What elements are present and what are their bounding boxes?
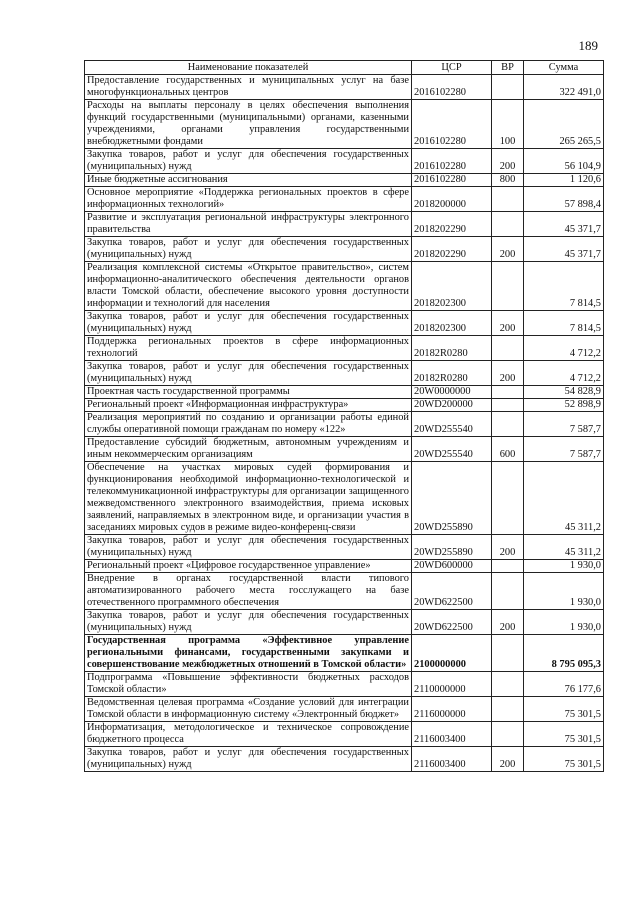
header-name: Наименование показателей <box>85 61 412 75</box>
row-sum: 7 814,5 <box>524 262 604 311</box>
table-row <box>85 75 604 100</box>
page-number: 189 <box>578 38 598 53</box>
row-vr <box>492 722 524 747</box>
table-row <box>85 100 604 149</box>
header-sum: Сумма <box>524 61 604 75</box>
row-name: Региональный проект «Цифровое государственное управление» <box>85 560 412 573</box>
row-vr <box>492 573 524 610</box>
row-sum: 45 311,2 <box>524 535 604 560</box>
row-name: Информатизация, методологическое и техническое сопровождение бюджетного процесса <box>85 722 412 747</box>
row-vr: 100 <box>492 100 524 149</box>
row-vr <box>492 399 524 412</box>
row-csr: 2016102280 <box>412 75 492 100</box>
row-vr: 200 <box>492 237 524 262</box>
row-csr: 2016102280 <box>412 174 492 187</box>
row-vr <box>492 412 524 437</box>
row-name: Закупка товаров, работ и услуг для обеспечения государственных (муниципальных) нужд <box>85 747 412 772</box>
row-name: Государственная программа «Эффективное управление региональными финансами, государственными закупками и совершенствование межбюджетных отношений в Томской области» <box>85 635 412 672</box>
row-sum: 75 301,5 <box>524 697 604 722</box>
row-sum: 45 371,7 <box>524 212 604 237</box>
row-csr: 20WD622500 <box>412 573 492 610</box>
row-sum: 76 177,6 <box>524 672 604 697</box>
row-name: Закупка товаров, работ и услуг для обеспечения государственных (муниципальных) нужд <box>85 610 412 635</box>
row-csr: 20WD622500 <box>412 610 492 635</box>
row-csr: 2110000000 <box>412 672 492 697</box>
row-sum: 56 104,9 <box>524 149 604 174</box>
row-sum: 8 795 095,3 <box>524 635 604 672</box>
row-vr: 200 <box>492 610 524 635</box>
row-vr <box>492 336 524 361</box>
table-row <box>85 610 604 635</box>
row-csr: 2116003400 <box>412 747 492 772</box>
row-csr: 2018200000 <box>412 187 492 212</box>
row-sum: 7 587,7 <box>524 412 604 437</box>
header-csr: ЦСР <box>412 61 492 75</box>
row-name: Обеспечение на участках мировых судей формирования и функционирования необходимой информационно-технологической и телекоммуникационной инфраструктуры для организации защищенного межведомственного электронного взаимодействия, приема исковых заявлений, направляемых в электронном виде, и организации участия в заседаниях мировых судов в режиме видео-конференц-связи <box>85 462 412 535</box>
header-vr: ВР <box>492 61 524 75</box>
row-name: Закупка товаров, работ и услуг для обеспечения государственных (муниципальных) нужд <box>85 361 412 386</box>
row-name: Подпрограмма «Повышение эффективности бюджетных расходов Томской области» <box>85 672 412 697</box>
table-row <box>85 535 604 560</box>
row-sum: 75 301,5 <box>524 747 604 772</box>
table-row <box>85 187 604 212</box>
table-row <box>85 311 604 336</box>
table-row <box>85 722 604 747</box>
row-csr: 20182R0280 <box>412 336 492 361</box>
row-sum: 1 930,0 <box>524 610 604 635</box>
table-row <box>85 149 604 174</box>
row-sum: 7 587,7 <box>524 437 604 462</box>
row-vr <box>492 386 524 399</box>
row-name: Предоставление субсидий бюджетным, автономным учреждениям и иным некоммерческим организациям <box>85 437 412 462</box>
table-row <box>85 174 604 187</box>
row-vr: 200 <box>492 535 524 560</box>
row-name: Внедрение в органах государственной власти типового автоматизированного рабочего места госслужащего на базе отечественного программного обеспечения <box>85 573 412 610</box>
row-csr: 20182R0280 <box>412 361 492 386</box>
row-vr <box>492 462 524 535</box>
row-vr <box>492 635 524 672</box>
row-sum: 57 898,4 <box>524 187 604 212</box>
row-csr: 20WD255540 <box>412 437 492 462</box>
row-sum: 75 301,5 <box>524 722 604 747</box>
row-csr: 2016102280 <box>412 100 492 149</box>
row-sum: 54 828,9 <box>524 386 604 399</box>
table-row <box>85 412 604 437</box>
table-body <box>85 75 604 772</box>
row-name: Реализация комплексной системы «Открытое правительство», систем информационно-аналитического обеспечения деятельности органов власти Томской области, обеспечение высокого уровня доступности информации и технологий для населения <box>85 262 412 311</box>
row-csr: 20WD255890 <box>412 462 492 535</box>
row-vr <box>492 212 524 237</box>
table-row <box>85 237 604 262</box>
row-name: Закупка товаров, работ и услуг для обеспечения государственных (муниципальных) нужд <box>85 149 412 174</box>
row-vr <box>492 262 524 311</box>
row-csr: 20WD600000 <box>412 560 492 573</box>
row-csr: 2018202300 <box>412 262 492 311</box>
row-name: Региональный проект «Информационная инфраструктура» <box>85 399 412 412</box>
row-sum: 1 120,6 <box>524 174 604 187</box>
row-name: Основное мероприятие «Поддержка региональных проектов в сфере информационных технологий» <box>85 187 412 212</box>
table-row <box>85 635 604 672</box>
row-sum: 1 930,0 <box>524 573 604 610</box>
row-csr: 20W0000000 <box>412 386 492 399</box>
row-csr: 2116000000 <box>412 697 492 722</box>
row-sum: 7 814,5 <box>524 311 604 336</box>
row-vr: 200 <box>492 149 524 174</box>
row-sum: 52 898,9 <box>524 399 604 412</box>
row-vr: 200 <box>492 747 524 772</box>
row-csr: 20WD255540 <box>412 412 492 437</box>
table-row <box>85 697 604 722</box>
table-row <box>85 361 604 386</box>
row-vr: 600 <box>492 437 524 462</box>
row-name: Предоставление государственных и муниципальных услуг на базе многофункциональных центров <box>85 75 412 100</box>
row-name: Закупка товаров, работ и услуг для обеспечения государственных (муниципальных) нужд <box>85 237 412 262</box>
row-vr: 200 <box>492 311 524 336</box>
row-csr: 2016102280 <box>412 149 492 174</box>
row-sum: 4 712,2 <box>524 336 604 361</box>
table-row <box>85 672 604 697</box>
row-vr <box>492 187 524 212</box>
row-name: Расходы на выплаты персоналу в целях обеспечения выполнения функций государственными (муниципальными) органами, казенными учреждениями, органами управления государственными внебюджетными фондами <box>85 100 412 149</box>
table-row <box>85 747 604 772</box>
row-vr <box>492 697 524 722</box>
row-sum: 45 371,7 <box>524 237 604 262</box>
row-vr <box>492 672 524 697</box>
table-row <box>85 399 604 412</box>
row-csr: 2100000000 <box>412 635 492 672</box>
row-name: Закупка товаров, работ и услуг для обеспечения государственных (муниципальных) нужд <box>85 535 412 560</box>
row-name: Закупка товаров, работ и услуг для обеспечения государственных (муниципальных) нужд <box>85 311 412 336</box>
row-name: Поддержка региональных проектов в сфере информационных технологий <box>85 336 412 361</box>
row-vr <box>492 560 524 573</box>
table-row <box>85 262 604 311</box>
row-vr <box>492 75 524 100</box>
row-csr: 2116003400 <box>412 722 492 747</box>
row-vr: 800 <box>492 174 524 187</box>
table-row <box>85 212 604 237</box>
table-row <box>85 437 604 462</box>
row-csr: 20WD255890 <box>412 535 492 560</box>
table-row <box>85 462 604 535</box>
row-sum: 4 712,2 <box>524 361 604 386</box>
row-sum: 265 265,5 <box>524 100 604 149</box>
row-name: Реализация мероприятий по созданию и организации работы единой службы оперативной помощи гражданам по номеру «122» <box>85 412 412 437</box>
budget-table <box>84 60 604 772</box>
table-header-row <box>85 61 604 75</box>
row-csr: 2018202290 <box>412 237 492 262</box>
row-csr: 20WD200000 <box>412 399 492 412</box>
row-sum: 322 491,0 <box>524 75 604 100</box>
row-name: Ведомственная целевая программа «Создание условий для интеграции Томской области в информационную систему «Электронный бюджет» <box>85 697 412 722</box>
row-name: Проектная часть государственной программы <box>85 386 412 399</box>
table-row <box>85 336 604 361</box>
row-name: Иные бюджетные ассигнования <box>85 174 412 187</box>
row-sum: 1 930,0 <box>524 560 604 573</box>
row-vr: 200 <box>492 361 524 386</box>
row-csr: 2018202300 <box>412 311 492 336</box>
row-csr: 2018202290 <box>412 212 492 237</box>
table-row <box>85 386 604 399</box>
table-row <box>85 560 604 573</box>
row-sum: 45 311,2 <box>524 462 604 535</box>
row-name: Развитие и эксплуатация региональной инфраструктуры электронного правительства <box>85 212 412 237</box>
table-row <box>85 573 604 610</box>
